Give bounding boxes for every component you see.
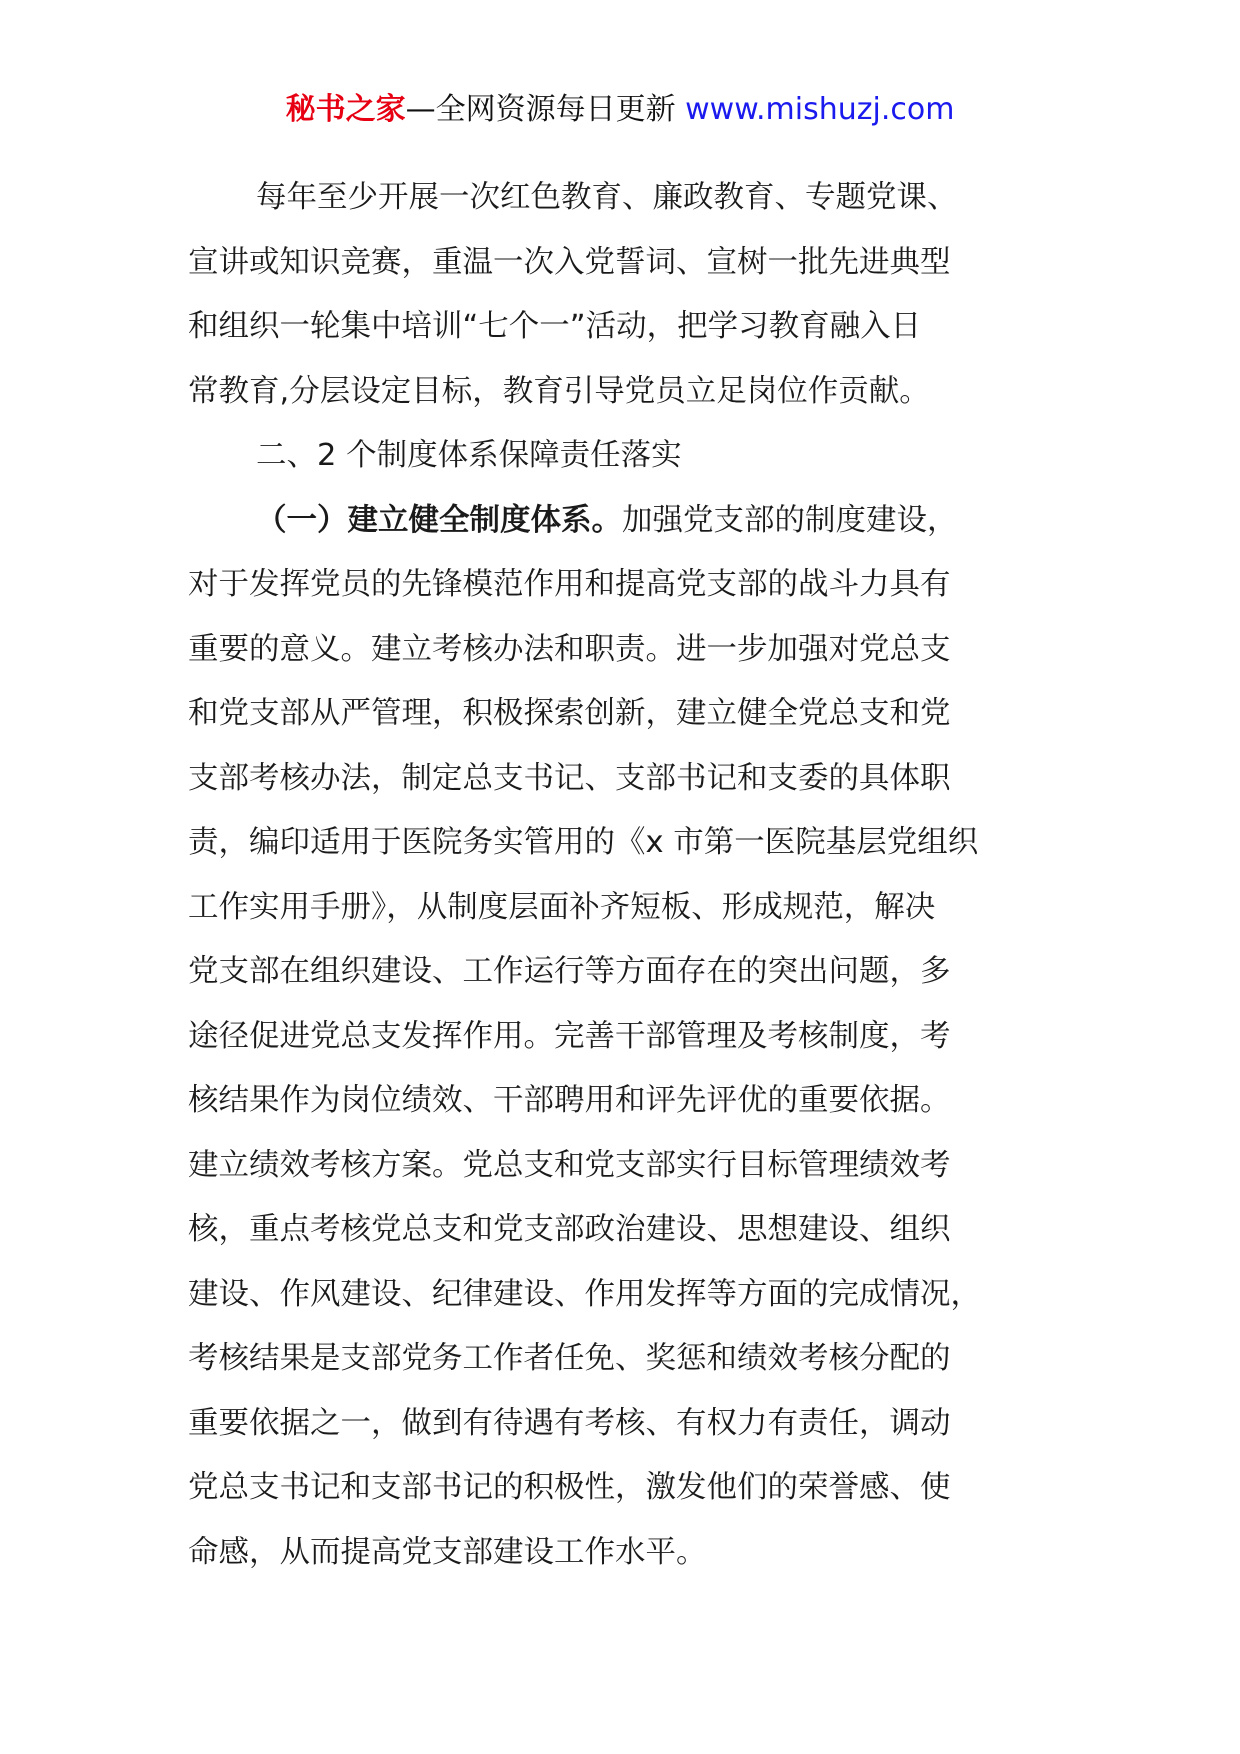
paragraph-line: 和党支部从严管理，积极探索创新，建立健全党总支和党 [188, 696, 951, 731]
page-header [0, 88, 1240, 132]
subsection-heading-line [188, 489, 1068, 554]
subsection-title: （一）建立健全制度体系。 [256, 502, 622, 538]
site-url-link[interactable]: www.mishuzj.com [685, 92, 955, 127]
header-slogan: —全网资源每日更新 [405, 92, 686, 127]
paragraph-line: 工作实用手册》，从制度层面补齐短板、形成规范，解决 [188, 889, 936, 925]
paragraph-line: 建设、作风建设、纪律建设、作用发挥等方面的完成情况， [188, 1276, 981, 1312]
paragraph-line: 途径促进党总支发挥作用。完善干部管理及考核制度，考 [188, 1018, 951, 1054]
paragraph-line: 和组织一轮集中培训“七个一”活动，把学习教育融入日 [188, 309, 922, 344]
section-heading: 二、2 个制度体系保障责任落实 [256, 438, 682, 473]
paragraph-line: 党支部在组织建设、工作运行等方面存在的突出问题，多 [188, 954, 951, 989]
brand-name: 秘书之家 [285, 92, 406, 127]
paragraph-line: 支部考核办法，制定总支书记、支部书记和支委的具体职 [188, 760, 951, 796]
paragraph-line: 宣讲或知识竞赛，重温一次入党誓词、宣树一批先进典型 [188, 244, 951, 280]
paragraph-line: 核，重点考核党总支和党支部政治建设、思想建设、组织 [188, 1212, 951, 1247]
paragraph-line: 每年至少开展一次红色教育、廉政教育、专题党课、 [256, 180, 958, 215]
paragraph-text: 加强党支部的制度建设， [622, 502, 958, 538]
document-body [188, 166, 1068, 1585]
paragraph-line: 对于发挥党员的先锋模范作用和提高党支部的战斗力具有 [188, 567, 951, 602]
paragraph-line: 常教育,分层设定目标，教育引导党员立足岗位作贡献。 [188, 373, 930, 409]
paragraph-line: 重要依据之一，做到有待遇有考核、有权力有责任，调动 [188, 1405, 951, 1441]
paragraph-line: 党总支书记和支部书记的积极性，激发他们的荣誉感、使 [188, 1470, 951, 1505]
paragraph-line: 核结果作为岗位绩效、干部聘用和评先评优的重要依据。 [188, 1083, 951, 1118]
paragraph-line: 考核结果是支部党务工作者任免、奖惩和绩效考核分配的 [188, 1341, 951, 1376]
paragraph-line: 责，编印适用于医院务实管用的《x 市第一医院基层党组织 [188, 825, 979, 860]
paragraph-line: 建立绩效考核方案。党总支和党支部实行目标管理绩效考 [188, 1147, 951, 1183]
paragraph-line: 命感，从而提高党支部建设工作水平。 [188, 1534, 707, 1570]
paragraph-line: 重要的意义。建立考核办法和职责。进一步加强对党总支 [188, 631, 951, 667]
